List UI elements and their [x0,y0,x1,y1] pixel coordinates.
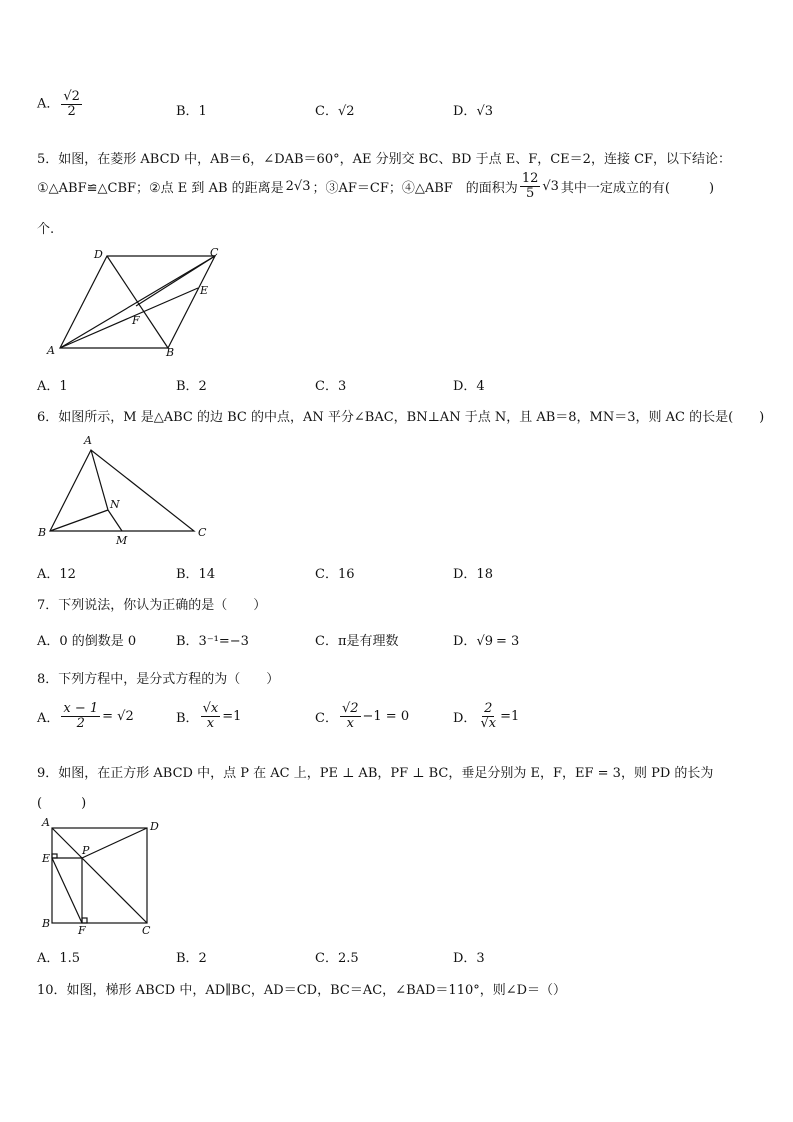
label-n: N [110,498,120,511]
q7-option-d-label: D． [453,634,477,649]
q6-option-a: A．12 [37,567,76,582]
q4-option-a-fraction [61,90,82,118]
q4-option-a-denominator: 2 [67,103,76,119]
label-m: M [116,534,128,547]
q5-option-a: A．1 [37,379,68,394]
q8-option-c-label: C． [315,710,338,726]
q5-option-b: B．2 [176,379,207,394]
q9-option-d: D．3 [453,951,485,966]
q8-option-b-denominator: x [206,715,215,731]
segment-pd [82,828,147,858]
q8-option-a-numerator: x − 1 [63,701,99,716]
q9-text: 9．如图，在正方形 ABCD 中，点 P 在 AC 上，PE ⊥ AB，PF ⊥ BC，垂足分别为 E，F，EF = 3，则 PD 的长为 [37,766,714,781]
label-b: B [166,346,175,359]
q5-area-numerator: 12 [521,171,539,186]
label-p: P [82,844,90,857]
q6-option-c: C．16 [315,567,355,582]
q6-triangle-figure [36,432,216,548]
q5-line2 [37,172,714,200]
q5-area-denominator: 5 [525,185,535,201]
q5-distance-value: 2√3 [285,178,311,194]
q8-option-d-numerator: 2 [484,701,493,716]
label-d: D [150,820,159,833]
q9-option-c: C．2.5 [315,951,359,966]
q10-text: 10．如图，梯形 ABCD 中，AD∥BC，AD＝CD，BC＝AC，∠BAD＝110°，则∠D＝（） [37,983,567,998]
q5-area-fraction [520,172,541,200]
q5-area-root: √3 [542,178,559,194]
q6-option-b: B．14 [176,567,216,582]
right-angle-e [52,854,57,858]
label-e: E [200,284,209,297]
q7-option-d-tail: = 3 [496,634,520,649]
q4-option-d [453,100,493,119]
q5-line2-part-a: ①△ABF≌△CBF；②点 E 到 AB 的距离是 [37,180,284,196]
q4-option-b: B．1 [176,104,207,119]
q8-option-c-numerator: √2 [341,701,359,716]
q4-option-a-numerator: √2 [63,89,80,104]
q8-option-d-tail: =1 [500,708,520,724]
segment-ef [52,858,82,923]
q4-option-d-label: D． [453,104,477,119]
label-f: F [78,924,86,936]
q8-option-c [315,702,409,730]
q4-option-c-value: √2 [337,104,355,119]
q4-option-a-label: A． [37,96,60,112]
q8-option-a-denominator: 2 [76,715,85,731]
q8-option-d-label: D． [453,710,477,726]
q5-line1: 5．如图，在菱形 ABCD 中，AB＝6，∠DAB＝60°，AE 分别交 BC、BD 于点 E、F，CE＝2，连接 CF，以下结论： [37,152,732,167]
q8-option-a-fraction [61,702,100,730]
segment-nm [108,510,122,531]
q7-option-c: C．π是有理数 [315,634,399,649]
q5-line2-part-d: 其中一定成立的有( ) [560,180,715,196]
right-angle-f [82,918,87,923]
q8-option-a-label: A． [37,710,60,726]
label-b: B [38,526,47,539]
label-c: C [198,526,207,539]
q9-option-b: B．2 [176,951,207,966]
q5-rhombus-figure [40,242,230,360]
q8-option-b-tail: =1 [222,708,242,724]
q8-option-a [37,702,134,730]
q8-option-b-numerator: √x [202,701,219,716]
q9-answer-paren: ( ) [37,796,87,811]
q9-option-a: A．1.5 [37,951,81,966]
q8-option-b [176,702,241,730]
q7-option-b: B．3⁻¹=−3 [176,634,249,649]
q7-option-d [453,630,519,649]
q5-line2-part-c: ；③AF＝CF；④△ABF 的面积为 [312,180,518,196]
q6-text: 6．如图所示，M 是△ABC 的边 BC 的中点，AN 平分∠BAC，BN⊥AN 于点 N，且 AB＝8，MN＝3，则 AC 的长是( ) [37,410,765,425]
triangle-abc [50,450,194,531]
diagonal-ac [52,828,147,923]
q4-option-c-label: C． [315,104,338,119]
segment-cf [136,256,215,306]
label-a: A [47,344,55,357]
q7-text: 7．下列说法，你认为正确的是（ ） [37,598,267,613]
q8-text: 8．下列方程中，是分式方程的为（ ） [37,672,280,687]
label-a: A [84,434,92,447]
q8-option-a-tail: = √2 [102,708,134,724]
q8-option-b-fraction [201,702,221,730]
q8-option-c-fraction [340,702,361,730]
label-c: C [210,246,219,259]
q8-option-c-denominator: x [346,715,354,731]
q7-option-a: A．0 的倒数是 0 [37,634,137,649]
q5-option-c: C．3 [315,379,347,394]
label-c: C [142,924,151,936]
q5-line3: 个. [37,222,55,237]
q8-option-d-fraction [478,702,498,730]
segment-ae [60,288,198,348]
q8-option-d [453,702,519,730]
segment-an [91,450,108,510]
q8-option-b-label: B． [176,710,199,726]
q4-option-c [315,100,355,119]
q8-option-c-tail: −1 = 0 [362,708,410,724]
q7-option-d-root: √9 [476,634,493,649]
q4-option-a [37,90,84,118]
q4-option-d-value: √3 [476,104,493,119]
q5-option-d: D．4 [453,379,485,394]
q6-option-d: D．18 [453,567,493,582]
label-b: B [42,917,51,930]
label-e: E [42,852,51,865]
label-a: A [42,816,50,829]
label-d: D [94,248,103,261]
label-f: F [132,314,140,327]
q8-option-d-denominator: √x [480,715,497,731]
q9-square-figure [38,816,168,936]
